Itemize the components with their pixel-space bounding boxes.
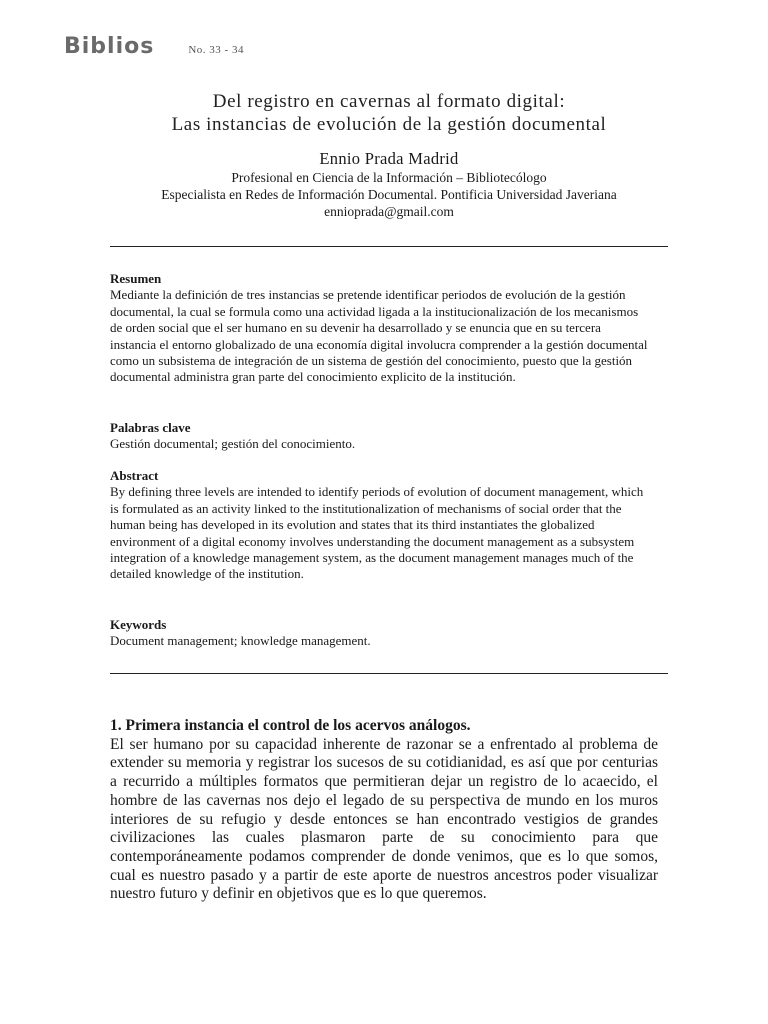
author-affiliation-1: Profesional en Ciencia de la Información – Bibliotecólogo bbox=[231, 170, 547, 185]
section-1 bbox=[110, 717, 658, 904]
keywords-heading: Keywords bbox=[110, 617, 167, 632]
bottom-divider bbox=[110, 673, 668, 674]
article-title-line-1: Del registro en cavernas al formato digital: bbox=[212, 91, 566, 112]
keywords-section bbox=[110, 617, 650, 650]
issue-number: No. 33 - 34 bbox=[188, 44, 244, 56]
palabras-clave-section bbox=[110, 420, 650, 453]
abstract-text: By defining three levels are intended to identify periods of evolution of document management, which is formulated as an activity linked to the institutionalization of mechanisms of social order that the human being has developed in its evolution and states that its third instantiates the globalized environment of a digital economy involves understanding the document management as a subsystem integration of a knowledge management system, as the document management manages much of the detailed knowledge of the institution. bbox=[110, 484, 644, 582]
resumen-text: Mediante la definición de tres instancias se pretende identificar periodos de evolución de la gestión documental, la cual se formula como una actividad ligada a la institucionalización de los mecanismos de orden social que el ser humano en su devenir ha desarrollado y se enuncia que en su tercera instancia el entorno globalizado de una economía digital involucra comprender a la gestión documental como un subsistema de integración de un sistema de gestión del conocimiento, puesto que la gestión documental administra gran parte del conocimiento explicito de la institución. bbox=[110, 287, 648, 385]
page-header bbox=[64, 34, 244, 59]
author-email: ennioprada@gmail.com bbox=[324, 204, 454, 219]
abstract-heading: Abstract bbox=[110, 468, 159, 483]
palabras-clave-text: Gestión documental; gestión del conocimiento. bbox=[110, 436, 356, 452]
palabras-clave-heading: Palabras clave bbox=[110, 420, 191, 435]
resumen-heading: Resumen bbox=[110, 271, 162, 286]
section-1-text: El ser humano por su capacidad inherente de razonar se a enfrentado al problema de extender su memoria y registrar los sucesos de su cotidianidad, es así que por centurias a recurrido a múltiples formatos que permitieran dejar un registro de lo acaecido, el hombre de las cavernas nos dejo el legado de su perspectiva de mundo en los muros interiores de su refugio y desde entonces se han encontrado vestigios de grandes civilizaciones las cuales plasmaron parte de su conocimiento para que contemporáneamente podamos comprender de donde venimos, que es lo que somos, cual es nuestro pasado y a partir de este aporte de nuestros ancestros poder visualizar nuestro futuro y definir en objetivos que es lo que queremos. bbox=[110, 735, 658, 903]
journal-logo: Biblios bbox=[64, 34, 155, 59]
article-title-line-2: Las instancias de evolución de la gestión documental bbox=[171, 114, 607, 135]
abstract-section bbox=[110, 468, 650, 583]
author-affiliation-2: Especialista en Redes de Información Documental. Pontificia Universidad Javeriana bbox=[161, 187, 617, 202]
top-divider bbox=[110, 246, 668, 247]
keywords-text: Document management; knowledge management. bbox=[110, 633, 371, 649]
author-name: Ennio Prada Madrid bbox=[319, 149, 459, 168]
title-block bbox=[110, 90, 668, 220]
section-1-heading: 1. Primera instancia el control de los acervos análogos. bbox=[110, 717, 471, 734]
resumen-section bbox=[110, 271, 650, 386]
